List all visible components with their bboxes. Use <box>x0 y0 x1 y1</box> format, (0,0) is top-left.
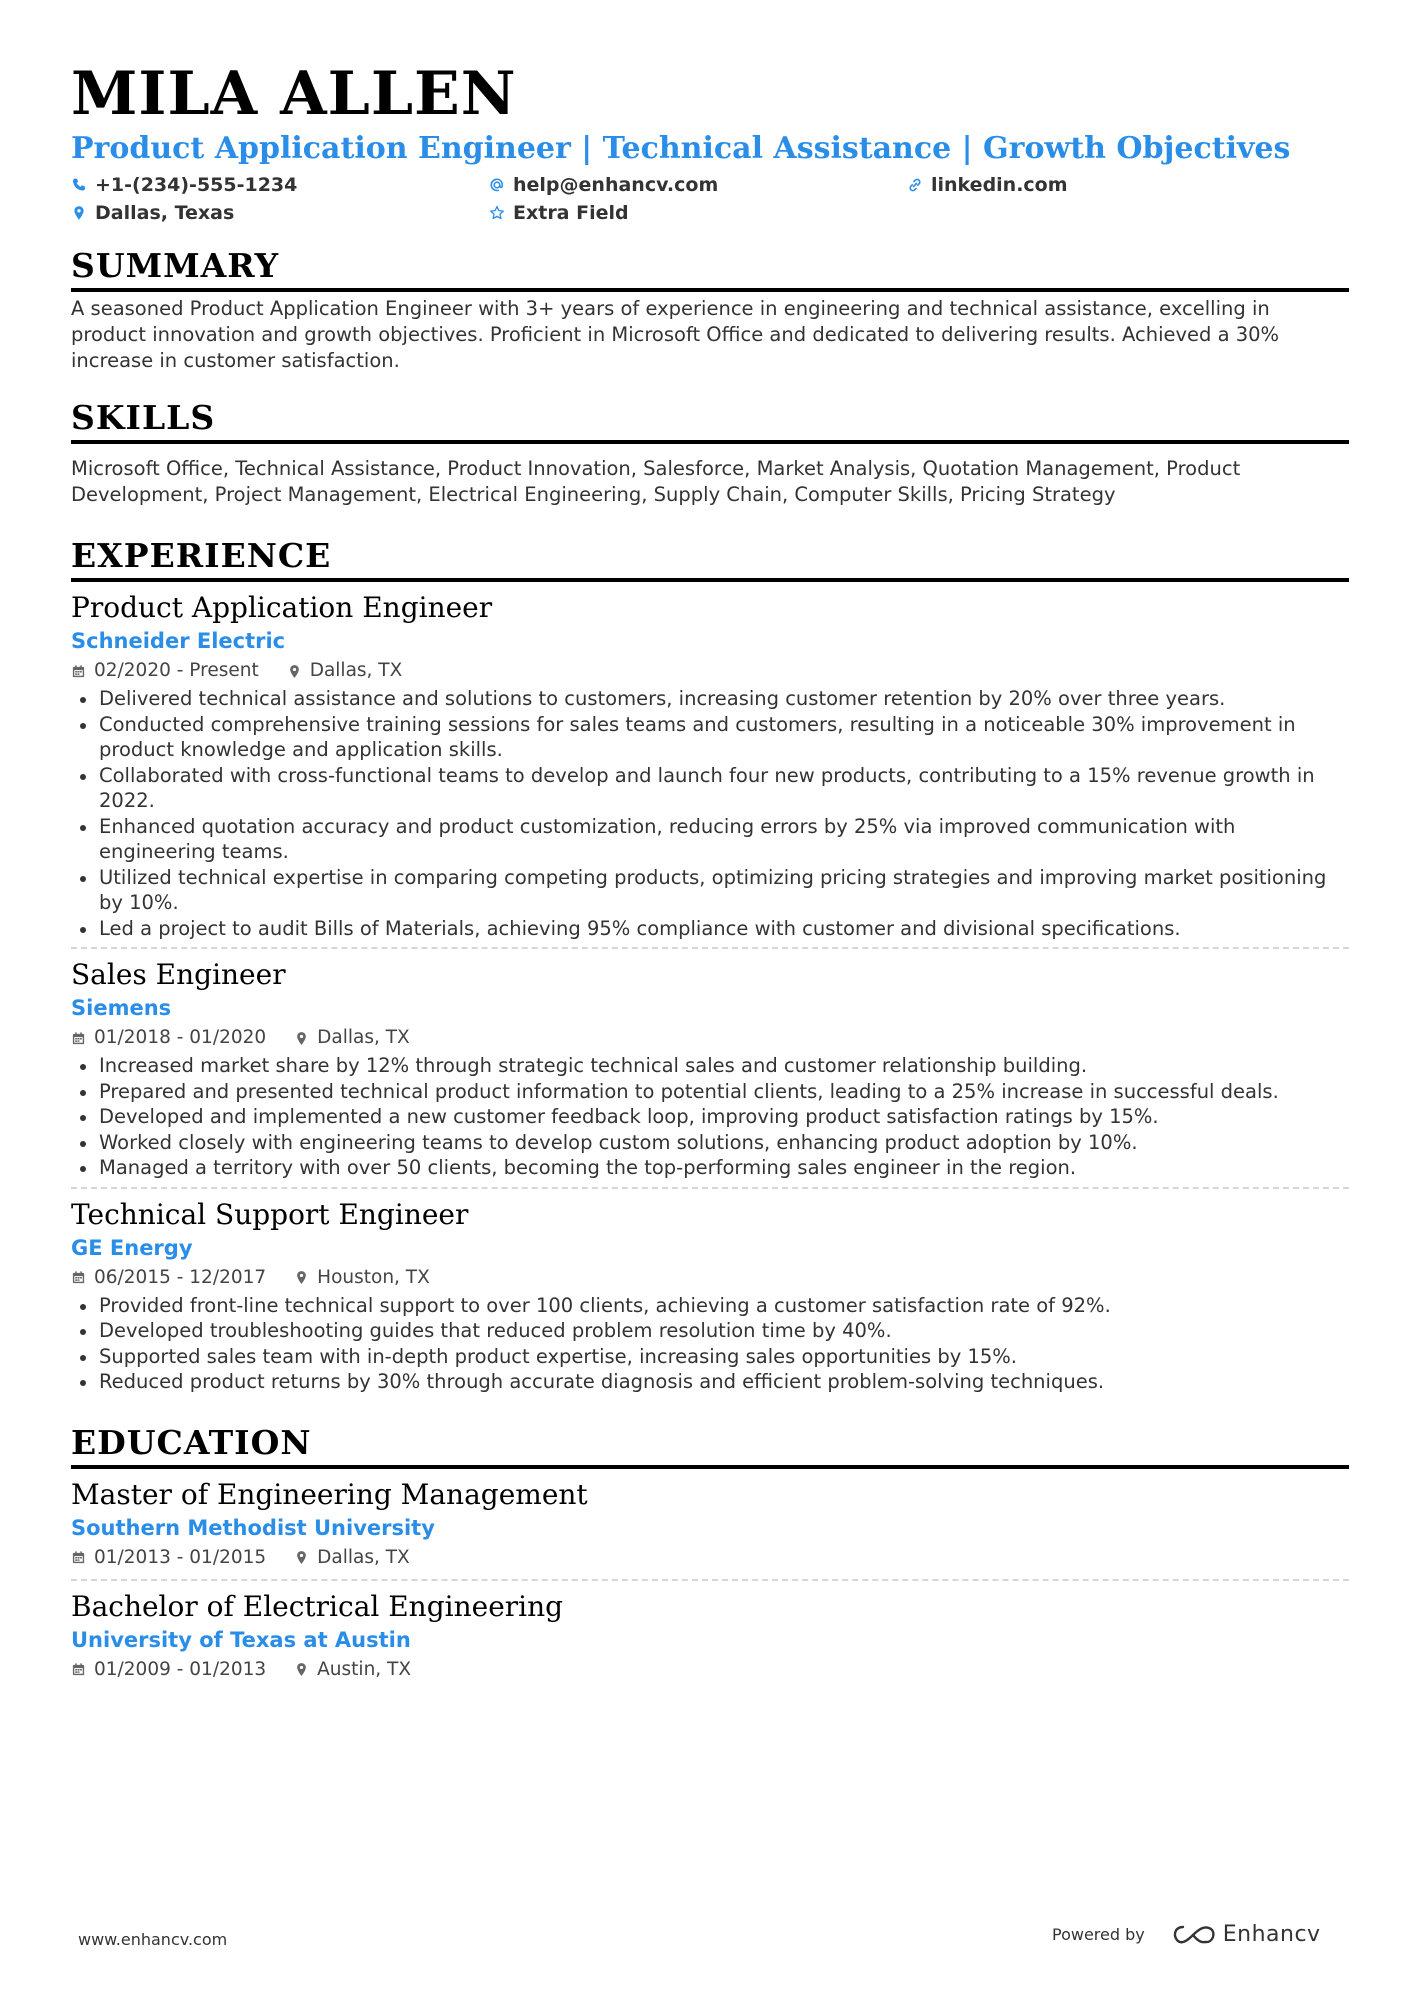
job-location-text: Dallas, TX <box>317 1027 410 1048</box>
enhancv-logo-icon <box>1171 1923 1217 1947</box>
list-item: Prepared and presented technical product information to potential clients, leading to a 25% increase in successful deals. <box>71 1079 1349 1105</box>
job-title: Sales Engineer <box>71 958 286 991</box>
entry-divider <box>71 1579 1349 1581</box>
education-entry <box>71 1477 1349 1573</box>
list-item: Collaborated with cross-functional teams to develop and launch four new products, contributing to a 15% revenue growth in 2022. <box>71 763 1349 814</box>
education-location <box>294 1544 410 1572</box>
job-meta <box>71 1263 1349 1293</box>
phone-text: +1-(234)-555-1234 <box>95 174 298 196</box>
job-location <box>294 1264 430 1292</box>
education-location <box>294 1656 411 1684</box>
list-item: Managed a territory with over 50 clients, becoming the top-performing sales engineer in the region. <box>71 1155 1349 1181</box>
list-item: Delivered technical assistance and solutions to customers, increasing customer retention by 20% over three years. <box>71 686 1349 712</box>
list-item: Provided front-line technical support to over 100 clients, achieving a customer satisfaction rate of 92%. <box>71 1293 1349 1319</box>
resume-page <box>71 58 1349 1685</box>
contact-email[interactable] <box>489 172 907 198</box>
school-name: University of Texas at Austin <box>71 1627 411 1652</box>
linkedin-text: linkedin.com <box>931 174 1068 196</box>
skills-text: Microsoft Office, Technical Assistance, Product Innovation, Salesforce, Market Analysis, Quotation Management, Product Development, Project Management, Electrical Engineering, Supply Chain, Computer Skills, Pricing Strategy <box>71 457 1241 506</box>
list-item: Utilized technical expertise in comparing competing products, optimizing pricing strategies and improving market positioning by 10%. <box>71 865 1349 916</box>
powered-by-label: Powered by <box>1052 1925 1145 1944</box>
calendar-icon <box>71 1270 86 1285</box>
entry-divider <box>71 947 1349 949</box>
calendar-icon <box>71 1550 86 1565</box>
company-name: Siemens <box>71 996 172 1020</box>
contact-info <box>71 172 1349 226</box>
skills-section <box>71 398 1349 508</box>
education-dates <box>71 1656 266 1684</box>
location-pin-icon <box>294 1270 309 1285</box>
calendar-icon <box>71 1662 86 1677</box>
education-meta <box>71 1655 1349 1685</box>
footer-branding <box>1052 1922 1321 1947</box>
job-dates <box>71 1024 266 1052</box>
experience-section <box>71 536 1349 1395</box>
education-location-text: Austin, TX <box>317 1658 412 1680</box>
education-entry <box>71 1589 1349 1685</box>
contact-phone[interactable] <box>71 172 489 198</box>
job-location <box>287 657 403 685</box>
degree-title: Master of Engineering Management <box>71 1477 588 1511</box>
list-item: Conducted comprehensive training sessions for sales teams and customers, resulting in a noticeable 30% improvement in product knowledge and application skills. <box>71 712 1349 763</box>
education-section <box>71 1423 1349 1685</box>
location-pin-icon <box>294 1550 309 1565</box>
summary-text: A seasoned Product Application Engineer with 3+ years of experience in engineering and technical assistance, excelling in product innovation and growth objectives. Proficient in Microsoft Office and dedicated to delivering results. Achieved a 30% increase in customer satisfaction. <box>71 297 1280 372</box>
list-item: Reduced product returns by 30% through accurate diagnosis and efficient problem-solving techniques. <box>71 1369 1349 1395</box>
experience-entry <box>71 590 1349 941</box>
contact-extra <box>489 200 907 226</box>
at-icon <box>489 177 505 193</box>
list-item: Led a project to audit Bills of Materials, achieving 95% compliance with customer and divisional specifications. <box>71 916 1349 942</box>
extra-field-text: Extra Field <box>513 202 629 224</box>
job-title: Technical Support Engineer <box>71 1197 469 1231</box>
job-bullets <box>71 1293 1349 1395</box>
location-pin-icon <box>294 1662 309 1677</box>
list-item: Increased market share by 12% through strategic technical sales and customer relationship building. <box>71 1053 1349 1079</box>
list-item: Worked closely with engineering teams to develop custom solutions, enhancing product adoption by 10%. <box>71 1130 1349 1156</box>
list-item: Developed troubleshooting guides that reduced problem resolution time by 40%. <box>71 1318 1349 1344</box>
email-text: help@enhancv.com <box>513 174 719 196</box>
list-item: Developed and implemented a new customer feedback loop, improving product satisfaction ratings by 15%. <box>71 1104 1349 1130</box>
degree-title: Bachelor of Electrical Engineering <box>71 1589 564 1623</box>
education-location-text: Dallas, TX <box>317 1546 410 1568</box>
section-title-skills: SKILLS <box>71 398 1349 444</box>
location-pin-icon <box>294 1031 309 1046</box>
education-dates-text: 01/2013 - 01/2015 <box>94 1546 267 1568</box>
company-name: GE Energy <box>71 1235 193 1260</box>
experience-entry <box>71 957 1349 1181</box>
job-bullets <box>71 1053 1349 1181</box>
job-meta <box>71 656 1349 686</box>
education-dates-text: 01/2009 - 01/2013 <box>94 1658 267 1680</box>
enhancv-brand-name: Enhancv <box>1222 1922 1321 1947</box>
resume-header <box>71 58 1349 226</box>
summary-section <box>71 246 1349 374</box>
section-title-experience: EXPERIENCE <box>71 536 1349 582</box>
location-text: Dallas, Texas <box>95 202 235 224</box>
headline: Product Application Engineer | Technical Assistance | Growth Objectives <box>71 131 1291 166</box>
phone-icon <box>71 177 87 193</box>
job-dates-text: 02/2020 - Present <box>94 660 259 681</box>
location-pin-icon <box>71 205 87 221</box>
job-dates <box>71 657 259 685</box>
job-dates <box>71 1264 266 1292</box>
calendar-icon <box>71 664 86 679</box>
location-pin-icon <box>287 664 302 679</box>
job-bullets <box>71 686 1349 941</box>
job-meta <box>71 1023 1349 1053</box>
candidate-name: MILA ALLEN <box>71 59 517 129</box>
education-meta <box>71 1543 1349 1573</box>
company-name: Schneider Electric <box>71 629 286 653</box>
section-title-education: EDUCATION <box>71 1423 1349 1469</box>
link-icon <box>907 177 923 193</box>
education-dates <box>71 1544 266 1572</box>
job-dates-text: 01/2018 - 01/2020 <box>94 1027 267 1048</box>
contact-location <box>71 200 489 226</box>
school-name: Southern Methodist University <box>71 1515 435 1540</box>
footer-website-link[interactable]: www.enhancv.com <box>78 1930 228 1949</box>
experience-entry <box>71 1197 1349 1395</box>
job-location-text: Dallas, TX <box>309 660 403 681</box>
job-dates-text: 06/2015 - 12/2017 <box>94 1266 267 1288</box>
list-item: Enhanced quotation accuracy and product customization, reducing errors by 25% via improved communication with engineering teams. <box>71 814 1349 865</box>
list-item: Supported sales team with in-depth product expertise, increasing sales opportunities by 15%. <box>71 1344 1349 1370</box>
calendar-icon <box>71 1031 86 1046</box>
entry-divider <box>71 1187 1349 1189</box>
section-title-summary: SUMMARY <box>71 246 1349 292</box>
star-icon <box>489 205 505 221</box>
job-location <box>294 1024 410 1052</box>
contact-linkedin[interactable] <box>907 172 1325 198</box>
job-title: Product Application Engineer <box>71 591 493 624</box>
job-location-text: Houston, TX <box>317 1266 430 1288</box>
